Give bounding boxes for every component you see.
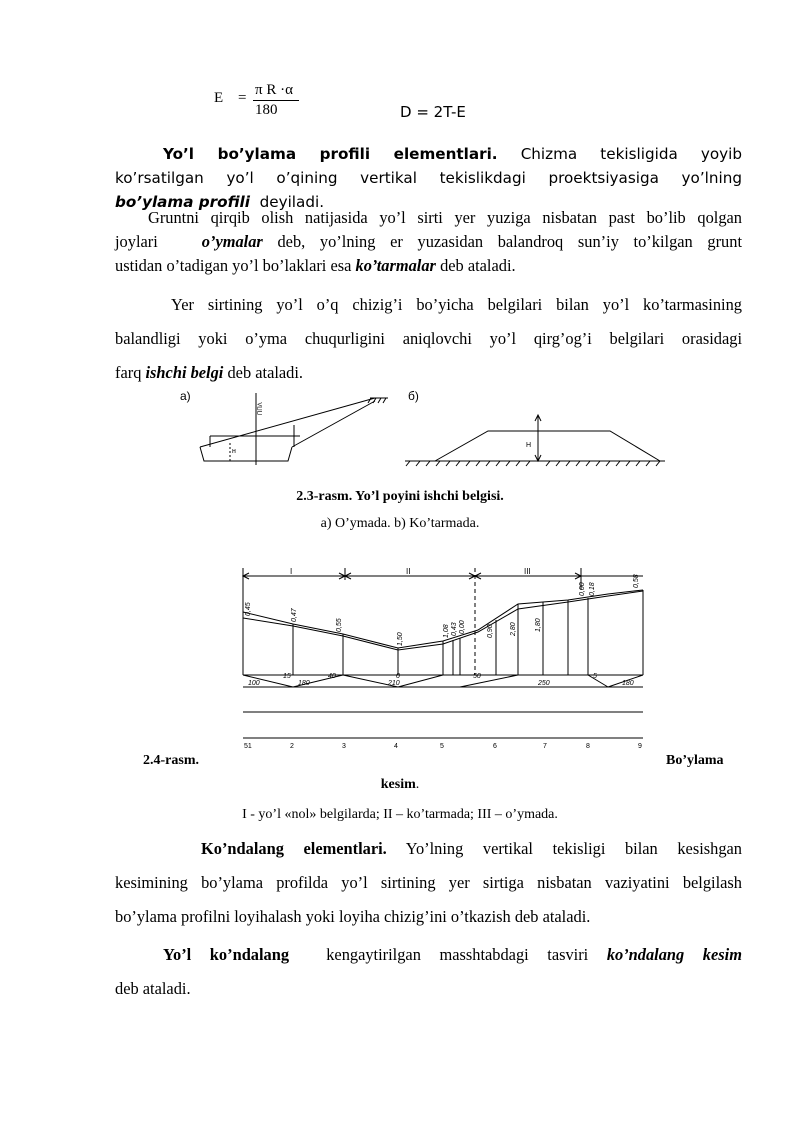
figure-b-label: б) <box>408 389 419 403</box>
section-heading: Yo’l bo’ylama profili elementlari. <box>163 145 498 163</box>
section-cross-section <box>115 938 742 1006</box>
svg-text:ΠΠΛ: ΠΠΛ <box>258 402 264 415</box>
zone-label-i: I <box>290 567 293 576</box>
paragraph-text: farq <box>115 363 142 382</box>
paragraph-text: ustidan o’tadigan yo’l bo’laklari esa <box>115 256 352 275</box>
profile-mark: 0,43 <box>451 622 458 636</box>
term-kondalang-kesim: ko’ndalang kesim <box>606 945 742 964</box>
term-bo-ylama-profili: bo’ylama profili <box>115 193 250 211</box>
station-number: 4 <box>394 743 398 750</box>
paragraph-line: deb ataladi. <box>115 979 191 998</box>
paragraph-ishchi-belgi <box>115 288 742 390</box>
profile-mark: 0,00 <box>579 582 586 596</box>
paragraph-text: joylari <box>115 232 158 251</box>
paragraph-text: deyiladi. <box>259 193 325 211</box>
profile-mark: 0,00 <box>459 620 466 634</box>
slope-label: 5 <box>593 673 597 680</box>
zone-label-iii: III <box>524 567 531 576</box>
figure-caption: 2.3-rasm. Yo’l poyini ishchi belgisi. <box>296 489 504 504</box>
profile-mark: 0,18 <box>589 582 596 596</box>
formula-fraction <box>253 82 299 119</box>
slope-label: 40 <box>328 673 336 680</box>
section-heading: Ko’ndalang elementlari. <box>201 839 387 858</box>
svg-text:H: H <box>526 442 532 449</box>
slope-label: 0 <box>396 673 400 680</box>
paragraph-line: ko’rsatilgan yo’l o’qining vertikal tekislikdagi proektsiyasiga yo’lning <box>115 169 742 187</box>
station-number: 51 <box>244 743 252 750</box>
section-text: Chizma tekisligida yoyib <box>520 145 743 163</box>
section-heading: Yo’l ko’ndalang <box>163 945 290 964</box>
slope-label: 180 <box>622 680 634 687</box>
station-number: 3 <box>342 743 346 750</box>
figure-caption-dot: . <box>415 777 420 792</box>
paragraph-text: deb ataladi. <box>227 363 304 382</box>
formula-numerator: π R ·α <box>253 82 299 101</box>
station-number: 7 <box>543 743 547 750</box>
paragraph-oymalar <box>115 206 742 278</box>
figure-caption-title: Bo’ylama <box>666 753 724 768</box>
fill-diagram <box>405 415 665 466</box>
profile-mark: 0,55 <box>336 618 343 632</box>
profile-mark: 0,45 <box>245 602 252 616</box>
slope-label: 100 <box>248 680 260 687</box>
profile-mark: 1,08 <box>443 624 450 638</box>
paragraph-line: Yer sirtining yo’l o’q chizig’i bo’yicha belgilari bilan yo’l ko’tarmasining <box>171 295 742 314</box>
station-number: 6 <box>493 743 497 750</box>
formula-equals: = <box>238 90 247 106</box>
figure-longitudinal-profile <box>238 560 658 752</box>
station-number: 2 <box>290 743 294 750</box>
slope-label: 15 <box>283 673 291 680</box>
paragraph-text: deb ataladi. <box>440 256 516 275</box>
section-profile-elements <box>115 142 742 214</box>
profile-mark: 0,47 <box>291 608 298 622</box>
profile-mark: 0,90 <box>487 624 494 638</box>
paragraph-text: deb, yo’lning er yuzasidan balandroq sun’iy to’kilgan grunt <box>277 232 742 251</box>
slope-label: 180 <box>298 680 310 687</box>
section-text: Yo’lning vertikal tekisligi bilan kesishgan <box>405 839 742 858</box>
slope-label: 50 <box>473 673 481 680</box>
figure-caption-number: 2.4-rasm. <box>143 753 199 768</box>
paragraph-line: Gruntni qirqib olish natijasida yo’l sirti yer yuziga nisbatan past bo’lib qolgan <box>148 208 742 227</box>
paragraph-line: balandligi yoki o’yma chuqurligini aniqlovchi yo’l qirg’og’i belgilari orasidagi <box>115 329 742 348</box>
figure-caption-kesim: kesim <box>380 777 416 792</box>
figure-caption-continued <box>0 777 800 793</box>
figure-working-mark <box>170 385 680 470</box>
formula-second: D = 2T-E <box>400 103 466 121</box>
paragraph-line: kesimining bo’ylama profilda yo’l sirtining yer sirtiga nisbatan vaziyatini belgilash <box>115 873 742 892</box>
station-number: 9 <box>638 743 642 750</box>
term-oymalar: o’ymalar <box>201 232 263 251</box>
slope-label: 250 <box>538 680 550 687</box>
figure-a-label: a) <box>180 389 191 403</box>
formula-lhs: E <box>214 90 224 106</box>
profile-mark: 0,58 <box>633 574 640 588</box>
slope-label: 210 <box>388 680 400 687</box>
section-cross-elements <box>115 832 742 934</box>
profile-mark: 2,80 <box>510 622 517 636</box>
term-kotarmalar: ko’tarmalar <box>355 256 436 275</box>
profile-mark: 1,50 <box>397 632 404 646</box>
svg-text:н: н <box>232 448 236 455</box>
formula-denominator: 180 <box>255 102 278 118</box>
term-ishchi-belgi: ishchi belgi <box>145 363 224 382</box>
section-text: kengaytirilgan masshtabdagi tasviri <box>326 945 589 964</box>
cut-diagram <box>200 393 388 465</box>
station-number: 8 <box>586 743 590 750</box>
figure-subcaption: I - yo’l «nol» belgilarda; II – ko’tarmada; III – o’ymada. <box>242 807 558 822</box>
figure-subcaption: a) O’ymada. b) Ko’tarmada. <box>320 516 480 531</box>
paragraph-line: bo’ylama profilni loyihalash yoki loyiha chizig’ini o’tkazish deb ataladi. <box>115 907 591 926</box>
profile-mark: 1,80 <box>535 618 542 632</box>
station-number: 5 <box>440 743 444 750</box>
zone-label-ii: II <box>406 567 411 576</box>
